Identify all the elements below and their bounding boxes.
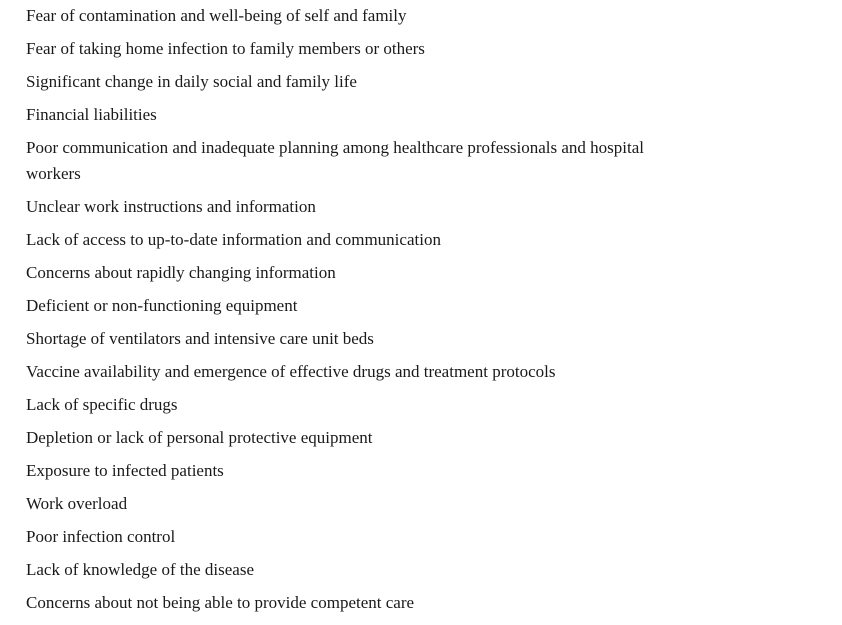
list-item: Fear of taking home infection to family members or others: [26, 39, 425, 58]
list-item: Lack of specific drugs: [26, 395, 178, 414]
list-item: Financial liabilities: [26, 105, 157, 124]
list-item: Poor infection control: [26, 527, 176, 546]
list-item: Deficient or non-functioning equipment: [26, 296, 298, 315]
list-item: Vaccine availability and emergence of effective drugs and treatment protocols: [26, 362, 556, 381]
list-item: Concerns about not being able to provide competent care: [26, 593, 415, 612]
list-item: Fear of contamination and well-being of self and family: [26, 6, 407, 25]
list-item: Depletion or lack of personal protective equipment: [26, 428, 373, 447]
list-item: Significant change in daily social and family life: [26, 72, 357, 91]
list-item: Concerns about rapidly changing information: [26, 263, 336, 282]
list-item: Lack of access to up-to-date information and communication: [26, 230, 441, 249]
list-item: Poor communication and inadequate planning among healthcare professionals and hospital workers: [26, 138, 644, 183]
list-item: Shortage of ventilators and intensive care unit beds: [26, 329, 374, 348]
concerns-list: [26, 3, 686, 623]
list-item: Exposure to infected patients: [26, 461, 224, 480]
list-item: Lack of knowledge of the disease: [26, 560, 254, 579]
list-item: Work overload: [26, 494, 128, 513]
list-item: Unclear work instructions and information: [26, 197, 316, 216]
